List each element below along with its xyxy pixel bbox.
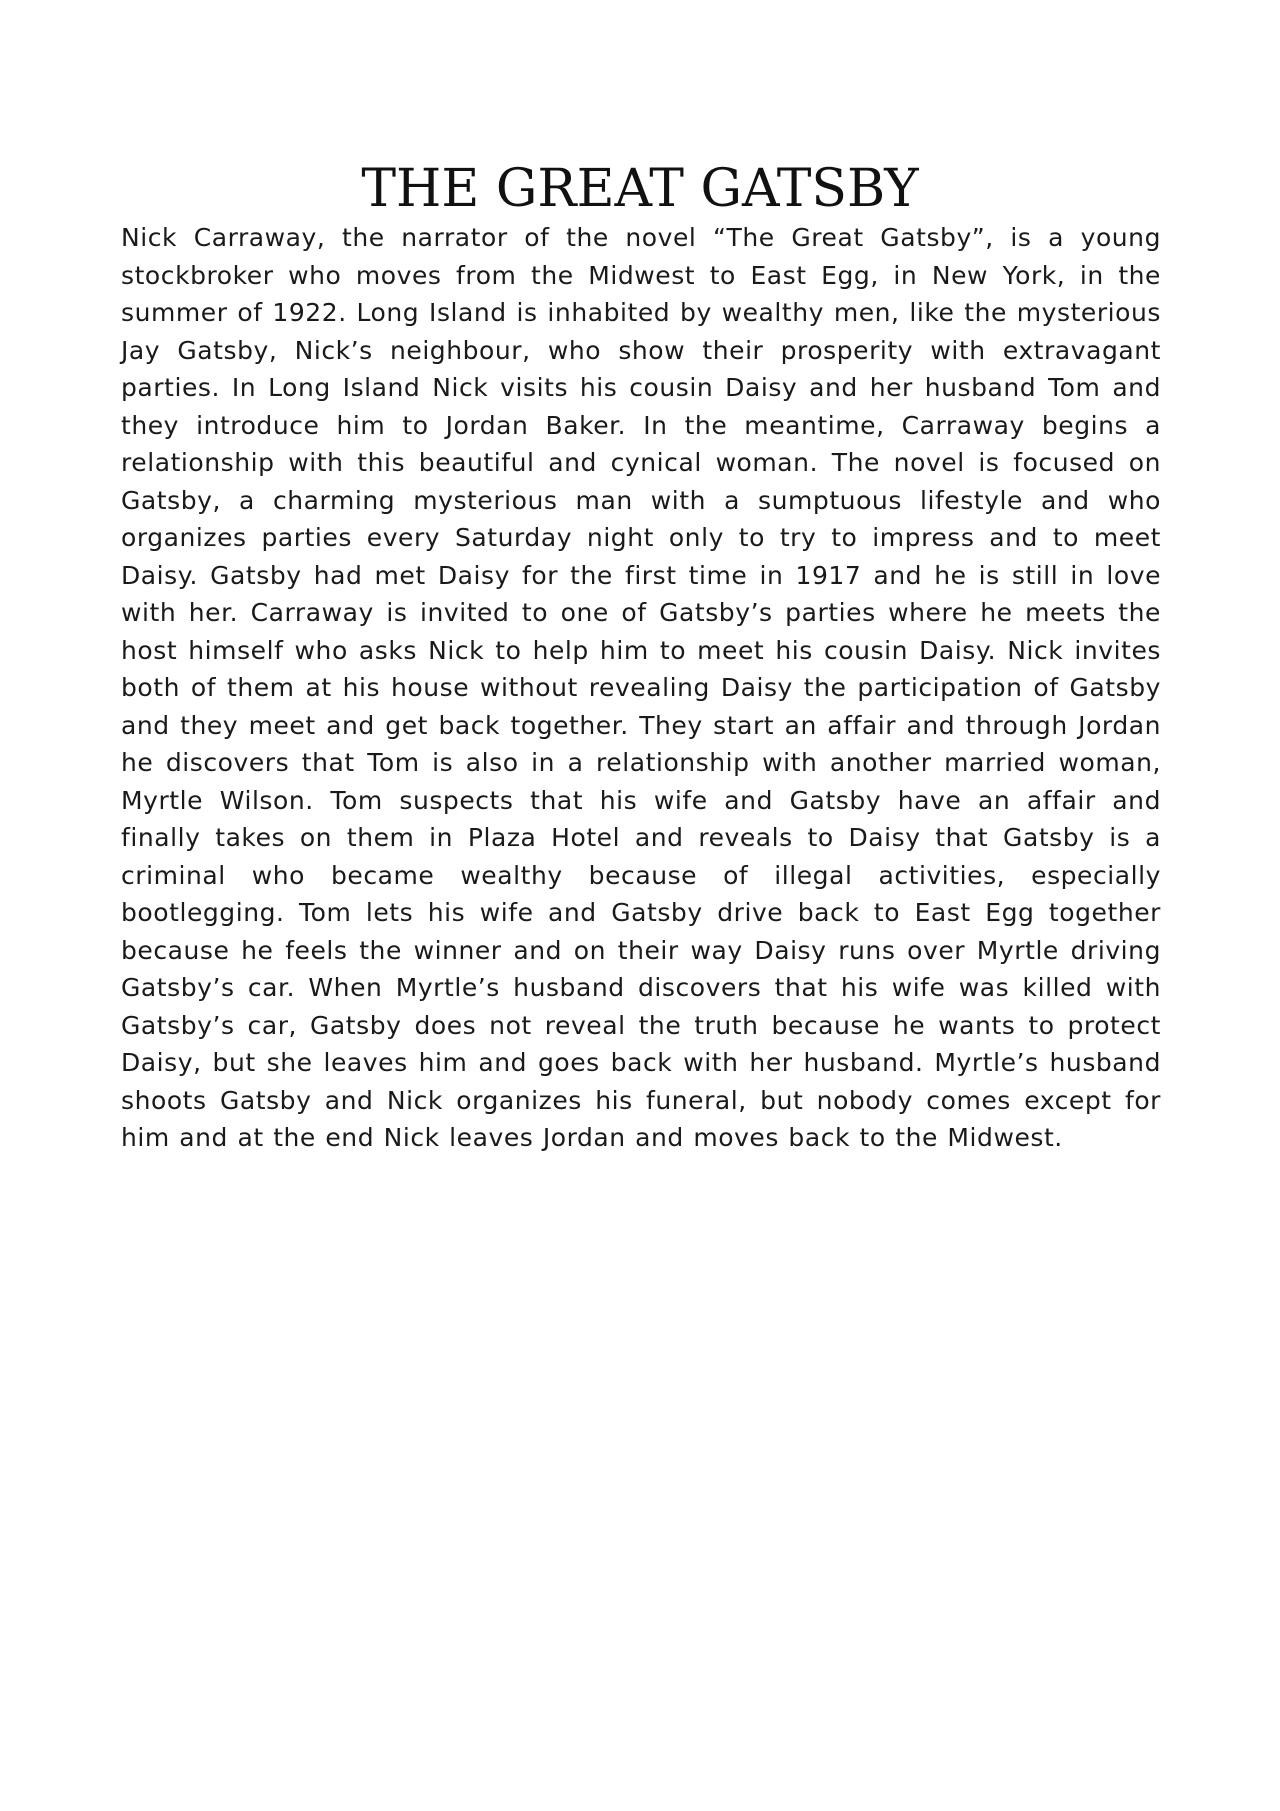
page-title: THE GREAT GATSBY [361,159,919,219]
summary-paragraph: Nick Carraway, the narrator of the novel “The Great Gatsby”, is a young stockbroker who moves from the Midwest to East Egg, in New York, in the summer of 1922. Long Island is inhabited by wealthy men, like the mysterious Jay Gatsby, Nick’s neighbour, who show their prosperity with extravagant parties. In Long Island Nick visits his cousin Daisy and her husband Tom and they introduce him to Jordan Baker. In the meantime, Carraway begins a relationship with this beautiful and cynical woman. The novel is focused on Gatsby, a charming mysterious man with a sumptuous lifestyle and who organizes parties every Saturday night only to try to impress and to meet Daisy. Gatsby had met Daisy for the first time in 1917 and he is still in love with her. Carraway is invited to one of Gatsby’s parties where he meets the host himself who asks Nick to help him to meet his cousin Daisy. Nick invites both of them at his house without revealing Daisy the participation of Gatsby and they meet and get back together. They start an affair and through Jordan he discovers that Tom is also in a relationship with another married woman, Myrtle Wilson. Tom suspects that his wife and Gatsby have an affair and finally takes on them in Plaza Hotel and reveals to Daisy that Gatsby is a criminal who became wealthy because of illegal activities, especially bootlegging. Tom lets his wife and Gatsby drive back to East Egg together because he feels the winner and on their way Daisy runs over Myrtle driving Gatsby’s car. When Myrtle’s husband discovers that his wife was killed with Gatsby’s car, Gatsby does not reveal the truth because he wants to protect Daisy, but she leaves him and goes back with her husband. Myrtle’s husband shoots Gatsby and Nick organizes his funeral, but nobody comes except for him and at the end Nick leaves Jordan and moves back to the Midwest. [121,223,1161,1152]
